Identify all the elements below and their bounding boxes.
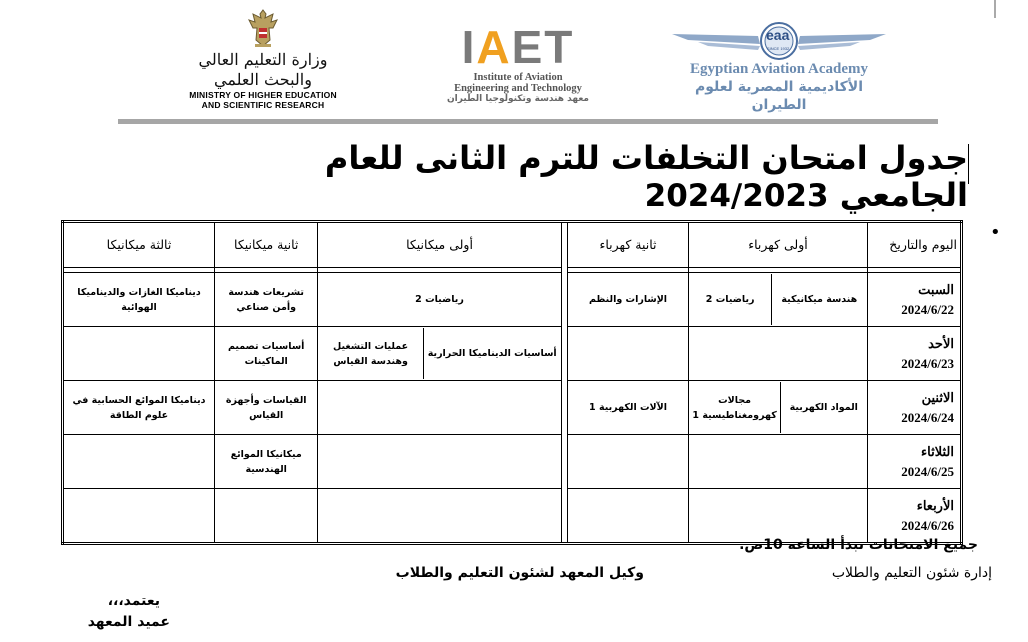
cell-e1 [689,435,867,489]
cell-e1a: مجالات كهرومغناطيسية 1 [692,394,777,421]
day-name: الاثنين [921,389,954,405]
day-name: الثلاثاء [921,443,954,459]
cell-e2 [567,435,689,489]
day-name: السبت [918,281,954,297]
institute-logo [404,22,632,114]
cell-e2 [567,327,689,381]
cell-m2: أساسيات تصميم الماكينات [215,327,318,381]
cell-m1a: رياضيات 2 [415,294,464,305]
day-name: الأحد [928,335,954,351]
cell-m3 [63,327,215,381]
ministry-english-line1: MINISTRY OF HIGHER EDUCATION [189,90,337,100]
academy-english-name: Egyptian Aviation Academy [689,61,869,77]
cell-day [867,273,961,327]
page-edge-mark [994,0,996,18]
cell-m2: تشريعات هندسة وأمن صناعي [215,273,318,327]
cell-m2 [215,489,318,544]
wings-icon [668,22,890,60]
table-row [63,435,962,489]
cell-m1 [318,381,561,435]
cell-m3: ديناميكا الغازات والديناميكا الهوائية [63,273,215,327]
page-title [60,140,968,220]
cell-day [867,381,961,435]
cell-m1 [318,273,561,327]
table-header-row [63,222,962,268]
header-day-date: اليوم والتاريخ [867,222,961,268]
institute-name-line1: Institute of Aviation [473,72,563,83]
ministry-english-line2: AND SCIENTIFIC RESEARCH [201,100,325,110]
table-row [63,381,962,435]
academy-logo [668,22,890,114]
header-first-electrical: أولى كهرباء [689,222,867,268]
cell-m1 [318,489,561,544]
title-line2 [60,177,968,215]
cell-m3 [63,489,215,544]
eaa-badge-text: eaa [766,27,790,43]
exam-start-note: جميع الامتحانات تبدأ الساعة 10ص. [739,537,978,553]
cell-e2: الآلات الكهربية 1 [567,381,689,435]
table-row [63,327,962,381]
deputy-signature-label: وكيل المعهد لشئون التعليم والطلاب [395,565,644,581]
day-date: 2024/6/26 [901,517,954,533]
institute-name-arabic: معهد هندسة وتكنولوجيا الطيران [447,94,589,104]
header-second-electrical: ثانية كهرباء [567,222,689,268]
cell-m1 [318,327,561,381]
split-cell [318,328,560,379]
day-date: 2024/6/25 [901,463,954,479]
cell-m2: ميكانيكا الموائع الهندسية [215,435,318,489]
cell-m1 [318,435,561,489]
cell-day [867,327,961,381]
day-name: الأربعاء [916,497,954,513]
day-date: 2024/6/23 [901,355,954,371]
institute-name-line2: Engineering and Technology [454,83,582,94]
split-cell [689,274,866,325]
cell-e2: الإشارات والنظم [567,273,689,327]
cell-e1a: رياضيات 2 [705,294,755,305]
title-line1: جدول امتحان التخلفات للترم الثانى للعام [324,139,968,177]
cell-m1a: عمليات التشغيل وهندسة القياس [333,340,409,367]
academy-arabic-name: الأكاديمية المصرية لعلوم الطيران [694,79,863,113]
title-year: 2024/2023 [644,178,829,214]
dean-signature-label: عميد المعهد [87,614,170,630]
cell-e1 [689,327,867,381]
cell-e1b: هندسة ميكانيكية [772,274,867,325]
cell-e1 [689,273,867,327]
day-date: 2024/6/22 [901,301,954,317]
header-second-mechanics: ثانية ميكانيكا [215,222,318,268]
header-third-mechanics: ثالثة ميكانيكا [63,222,215,268]
exam-schedule-table [61,220,963,545]
iaet-mark-text: IAET [461,21,575,73]
cell-e1 [689,381,867,435]
cell-m3: ديناميكا الموائع الحسابية في علوم الطاقة [63,381,215,435]
cell-e2 [567,489,689,544]
cell-m1b: أساسيات الديناميكا الحرارية [423,328,560,379]
table-row [63,273,962,327]
cell-day [867,435,961,489]
header-first-mechanics: أولى ميكانيكا [318,222,561,268]
cell-e1b: المواد الكهربية [780,382,866,433]
approve-label: يعتمد،،، [107,593,160,609]
ministry-arabic-name: وزارة التعليم العالي والبحث العلمي [198,50,328,89]
bullet-dot-icon: • [990,222,1001,243]
eagle-emblem-icon [243,6,283,50]
header-divider [118,119,938,124]
eaa-badge-since: SINCE 1932 [767,46,790,51]
day-date: 2024/6/24 [901,409,954,425]
title-line2-text: الجامعي [839,176,968,214]
cell-m2: القياسات وأجهزة القياس [215,381,318,435]
cell-m3 [63,435,215,489]
iaet-mark [404,22,632,72]
text-cursor-line [968,144,969,184]
split-cell [689,382,866,433]
admin-signature-label: إدارة شئون التعليم والطلاب [831,565,992,581]
ministry-logo [182,6,344,112]
